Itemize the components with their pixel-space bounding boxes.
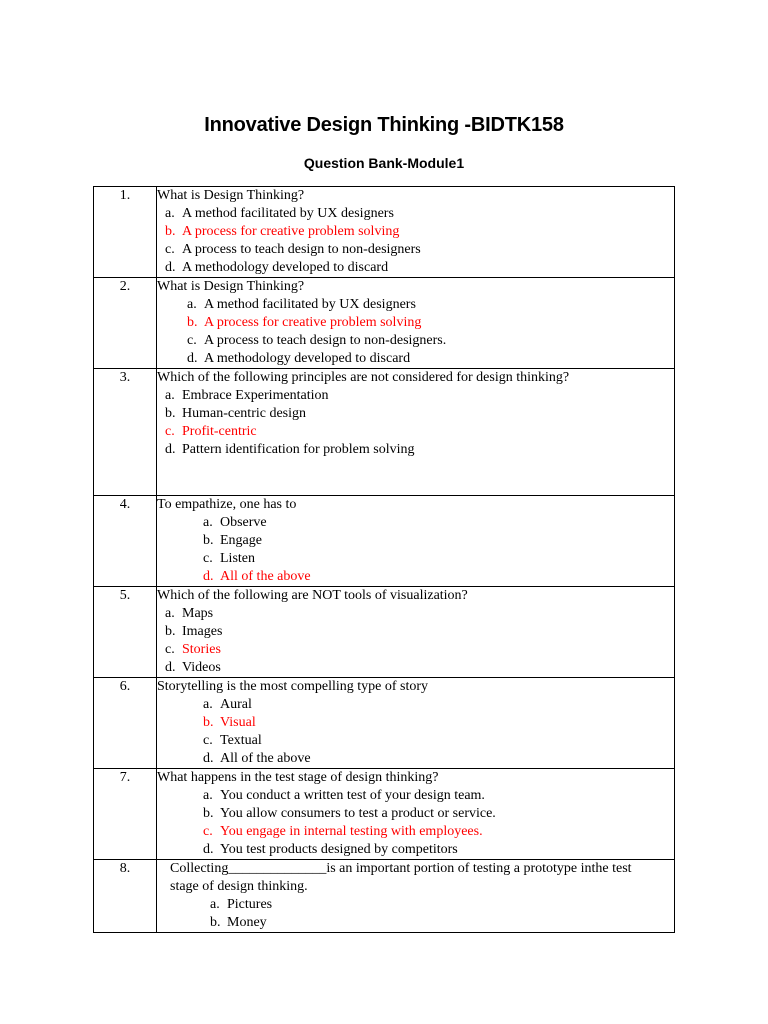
question-cell — [157, 278, 675, 369]
option-d: d. A methodology developed to discard — [187, 351, 411, 366]
option-b-correct: b. A process for creative problem solving — [187, 315, 422, 330]
option-list — [157, 205, 674, 277]
question-number: 7. — [94, 769, 157, 860]
question-cell — [157, 678, 675, 769]
option-c-correct: c. You engage in internal testing with employees. — [203, 824, 483, 839]
question-text: Which of the following are NOT tools of visualization? — [157, 588, 468, 603]
option-b: b. Images — [165, 624, 223, 639]
question-text: Which of the following principles are not considered for design thinking? — [157, 370, 570, 385]
table-row — [94, 678, 675, 769]
option-c: c. A process to teach design to non-designers — [165, 242, 421, 257]
option-d: d. All of the above — [203, 751, 311, 766]
option-c-correct: c. Profit-centric — [165, 424, 257, 439]
table-row — [94, 860, 675, 933]
option-c: c. A process to teach design to non-designers. — [187, 333, 447, 348]
option-d-correct: d. All of the above — [203, 569, 311, 584]
option-list — [157, 605, 674, 677]
question-cell — [157, 369, 675, 496]
option-a: a. A method facilitated by UX designers — [165, 206, 394, 221]
option-b: b. Human-centric design — [165, 406, 307, 421]
question-cell — [157, 496, 675, 587]
question-cell — [157, 187, 675, 278]
question-number: 1. — [94, 187, 157, 278]
question-text: Collecting______________is an important portion of testing a prototype inthe test stage of design thinking. — [170, 861, 632, 894]
question-number: 5. — [94, 587, 157, 678]
question-text: To empathize, one has to — [157, 497, 297, 512]
option-a: a. Observe — [203, 515, 267, 530]
option-d: d. A methodology developed to discard — [165, 260, 389, 275]
question-number: 8. — [94, 860, 157, 933]
option-b: b. You allow consumers to test a product or service. — [203, 806, 496, 821]
option-list — [157, 514, 674, 586]
option-b: b. Engage — [203, 533, 262, 548]
option-list — [157, 787, 674, 859]
option-a: a. You conduct a written test of your design team. — [203, 788, 485, 803]
option-c-correct: c. Stories — [165, 642, 221, 657]
document-subtitle: Question Bank-Module1 — [303, 155, 465, 171]
table-row — [94, 587, 675, 678]
option-b: b. Money — [210, 915, 267, 930]
table-row — [94, 496, 675, 587]
option-list — [170, 896, 674, 932]
question-cell — [157, 860, 675, 933]
question-number: 2. — [94, 278, 157, 369]
option-a: a. Aural — [203, 697, 252, 712]
option-a: a. Pictures — [210, 897, 273, 912]
question-table — [93, 186, 675, 933]
question-text: What is Design Thinking? — [157, 279, 305, 294]
option-d: d. Pattern identification for problem solving — [165, 442, 415, 457]
option-b-correct: b. Visual — [203, 715, 256, 730]
option-list — [157, 696, 674, 768]
option-list — [157, 387, 674, 495]
option-a: a. Maps — [165, 606, 214, 621]
question-text: Storytelling is the most compelling type of story — [157, 679, 429, 694]
document-title: Innovative Design Thinking -BIDTK158 — [204, 114, 564, 136]
question-text: What happens in the test stage of design thinking? — [157, 770, 439, 785]
table-row — [94, 769, 675, 860]
option-a: a. A method facilitated by UX designers — [187, 297, 416, 312]
option-d: d. You test products designed by competitors — [203, 842, 458, 857]
table-row — [94, 187, 675, 278]
table-row — [94, 369, 675, 496]
question-cell — [157, 587, 675, 678]
option-c: c. Textual — [203, 733, 262, 748]
option-b-correct: b. A process for creative problem solving — [165, 224, 400, 239]
question-number: 4. — [94, 496, 157, 587]
question-number: 3. — [94, 369, 157, 496]
question-number: 6. — [94, 678, 157, 769]
option-list — [157, 296, 674, 368]
table-row — [94, 278, 675, 369]
question-cell — [157, 769, 675, 860]
option-c: c. Listen — [203, 551, 255, 566]
question-text: What is Design Thinking? — [157, 188, 305, 203]
option-d: d. Videos — [165, 660, 221, 675]
option-a: a. Embrace Experimentation — [165, 388, 329, 403]
